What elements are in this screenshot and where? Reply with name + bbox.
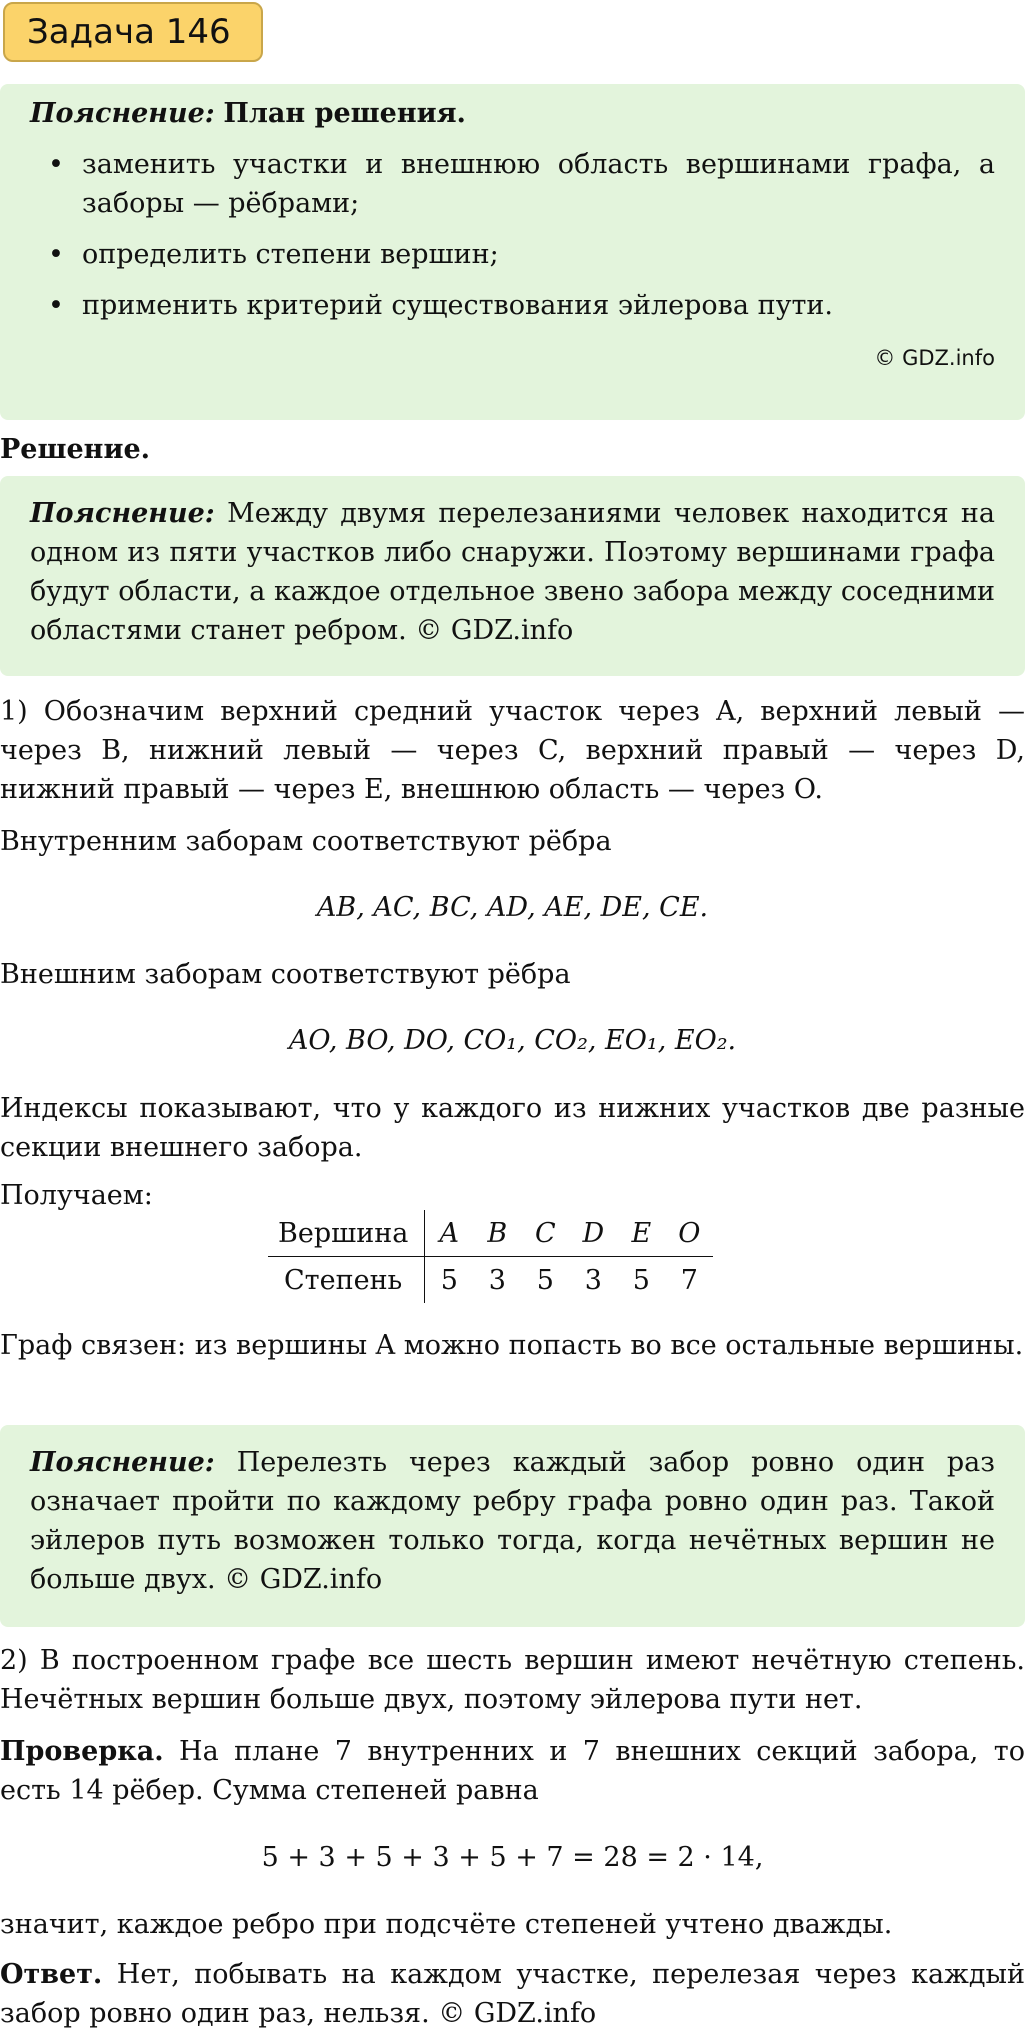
vertex-row [268,1210,713,1257]
note1-text: Между двумя перелезаниями человек находится на одном из пяти участков либо снаружи. Поэтому вершинами графа будут области, а каждое отдельное звено забора между соседними областями станет ребром. © GDZ.info [30,498,996,646]
vertex-cell: B [473,1210,521,1257]
answer-text: Нет, побывать на каждом участке, перелезая через каждый забор ровно один раз, нельзя. © GDZ.info [0,1959,1025,2029]
plan-heading: План решения. [223,98,466,129]
plan-list [30,145,995,325]
indices-text: Индексы показывают, что у каждого из нижних участков две разные секции внешнего забора. [0,1093,1025,1163]
inner-edges: AB, AC, BC, AD, AE, DE, CE. [316,892,709,923]
check-text: На плане 7 внутренних и 7 внешних секций забора, то есть 14 рёбер. Сумма степеней равна [0,1736,1025,1806]
sum-formula: 5 + 3 + 5 + 3 + 5 + 7 = 28 = 2 · 14, [261,1842,764,1873]
vertex-cell: A [425,1210,474,1257]
answer-paragraph [0,1955,1025,2033]
degree-row [268,1257,713,1304]
outer-edges: AO, BO, DO, CO₁, CO₂, EO₁, EO₂. [288,1025,737,1056]
connected-text: Граф связен: из вершины A можно попасть во все остальные вершины. [0,1330,1024,1361]
vertex-cell: O [665,1210,713,1257]
vertex-row-label: Вершина [268,1210,425,1257]
note1-box [0,476,1025,676]
degree-cell: 3 [584,1264,602,1296]
step1-text: 1) Обозначим верхний средний участок через A, верхний левый — через B, нижний левый — через C, верхний правый — через D, нижний правый — через E, внешнюю область — через O. [0,696,1025,805]
plan-item: • заменить участки и внешнюю область вершинами графа, а заборы — рёбрами; [30,145,995,223]
note2-box [0,1425,1025,1627]
vertex-cell: D [569,1210,617,1257]
degree-cell: 5 [536,1264,554,1296]
check-paragraph [0,1732,1025,1810]
degree-cell: 5 [632,1264,650,1296]
plan-item: • применить критерий существования эйлерова пути. [30,286,995,325]
degree-cell: 5 [440,1264,458,1296]
outer-intro: Внешним заборам соответствуют рёбра [0,959,571,990]
note2-text: Перелезть через каждый забор ровно один раз означает пройти по каждому ребру графа ровно один раз. Такой эйлеров путь возможен только тогда, когда нечётных вершин не больше двух. © GDZ.info [30,1447,995,1595]
plan-header [30,94,995,133]
plan-box [0,84,1025,420]
note1-label: Пояснение: [30,498,215,529]
inner-intro: Внутренним заборам соответствуют рёбра [0,826,612,857]
solution-heading: Решение. [0,434,151,465]
degree-table [268,1210,713,1303]
plan-item: • определить степени вершин; [30,235,995,274]
vertex-cell: E [617,1210,665,1257]
degree-row-label: Степень [268,1257,425,1304]
plan-label: Пояснение: [30,98,215,129]
task-title: Задача 146 [3,2,263,62]
degree-cell: 7 [680,1264,698,1296]
step2-text: 2) В построенном графе все шесть вершин имеют нечётную степень. Нечётных вершин больше двух, поэтому эйлерова пути нет. [0,1645,1025,1715]
plan-source: © GDZ.info [874,346,995,370]
after-sum-text: значит, каждое ребро при подсчёте степеней учтено дважды. [0,1909,893,1940]
degree-cell: 3 [488,1264,506,1296]
answer-label: Ответ. [0,1959,103,1990]
vertex-cell: C [521,1210,569,1257]
get-text: Получаем: [0,1180,153,1211]
note2-label: Пояснение: [30,1447,215,1478]
check-label: Проверка. [0,1736,164,1767]
